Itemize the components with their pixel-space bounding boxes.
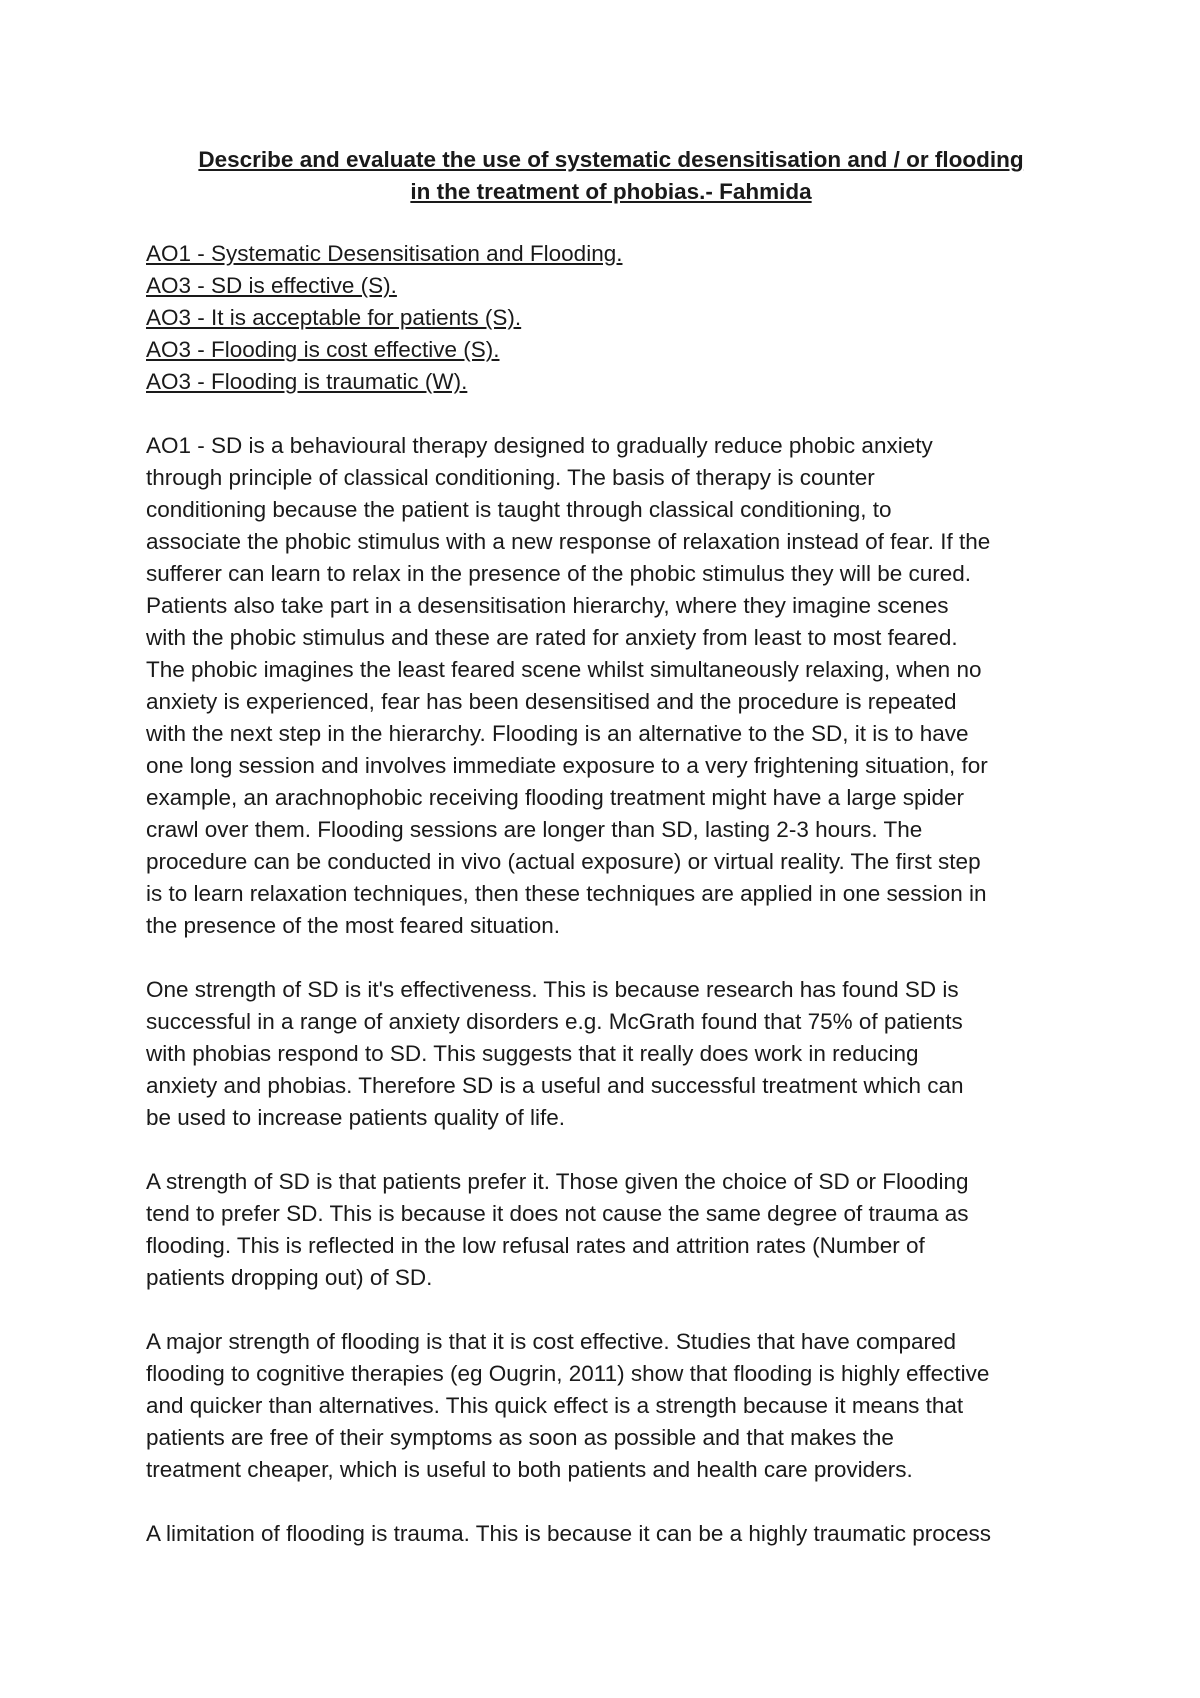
document-title [146,144,1076,208]
outline-item-acceptable: AO3 - It is acceptable for patients (S). [146,305,522,330]
outline-item-ao1: AO1 - Systematic Desensitisation and Flooding. [146,241,623,266]
paragraph-flooding-trauma: A limitation of flooding is trauma. This is because it can be a highly traumatic process [146,1521,992,1546]
title-line-2: in the treatment of phobias.- Fahmida [410,179,812,204]
paragraph-ao1-description: AO1 - SD is a behavioural therapy designed to gradually reduce phobic anxiety through principle of classical conditioning. The basis of therapy is counter conditioning because the patient is taught through classical conditioning, to associate the phobic stimulus with a new response of relaxation instead of fear. If the sufferer can learn to relax in the presence of the phobic stimulus they will be cured. Patients also take part in a desensitisation hierarchy, where they imagine scenes with the phobic stimulus and these are rated for anxiety from least to most feared. The phobic imagines the least feared scene whilst simultaneously relaxing, when no anxiety is experienced, fear has been desensitised and the procedure is repeated with the next step in the hierarchy. Flooding is an alternative to the SD, it is to have one long session and involves immediate exposure to a very frightening situation, for example, an arachnophobic receiving flooding treatment might have a large spider crawl over them. Flooding sessions are longer than SD, lasting 2-3 hours. The procedure can be conducted in vivo (actual exposure) or virtual reality. The first step is to learn relaxation techniques, then these techniques are applied in one session in the presence of the most feared situation. [146,433,991,938]
outline-item-traumatic: AO3 - Flooding is traumatic (W). [146,369,468,394]
assessment-outline [146,238,1076,398]
outline-item-cost-effective: AO3 - Flooding is cost effective (S). [146,337,500,362]
document-page [146,144,1076,1550]
paragraph-sd-effectiveness: One strength of SD is it's effectiveness. This is because research has found SD is successful in a range of anxiety disorders e.g. McGrath found that 75% of patients with phobias respond to SD. This suggests that it really does work in reducing anxiety and phobias. Therefore SD is a useful and successful treatment which can be used to increase patients quality of life. [146,977,964,1130]
paragraph-patients-prefer-sd: A strength of SD is that patients prefer it. Those given the choice of SD or Flooding tend to prefer SD. This is because it does not cause the same degree of trauma as flooding. This is reflected in the low refusal rates and attrition rates (Number of patients dropping out) of SD. [146,1169,969,1290]
title-line-1: Describe and evaluate the use of systematic desensitisation and / or flooding [198,147,1024,172]
paragraph-flooding-cost-effective: A major strength of flooding is that it is cost effective. Studies that have compared flooding to cognitive therapies (eg Ougrin, 2011) show that flooding is highly effective and quicker than alternatives. This quick effect is a strength because it means that patients are free of their symptoms as soon as possible and that makes the treatment cheaper, which is useful to both patients and health care providers. [146,1329,990,1482]
outline-item-sd-effective: AO3 - SD is effective (S). [146,273,397,298]
